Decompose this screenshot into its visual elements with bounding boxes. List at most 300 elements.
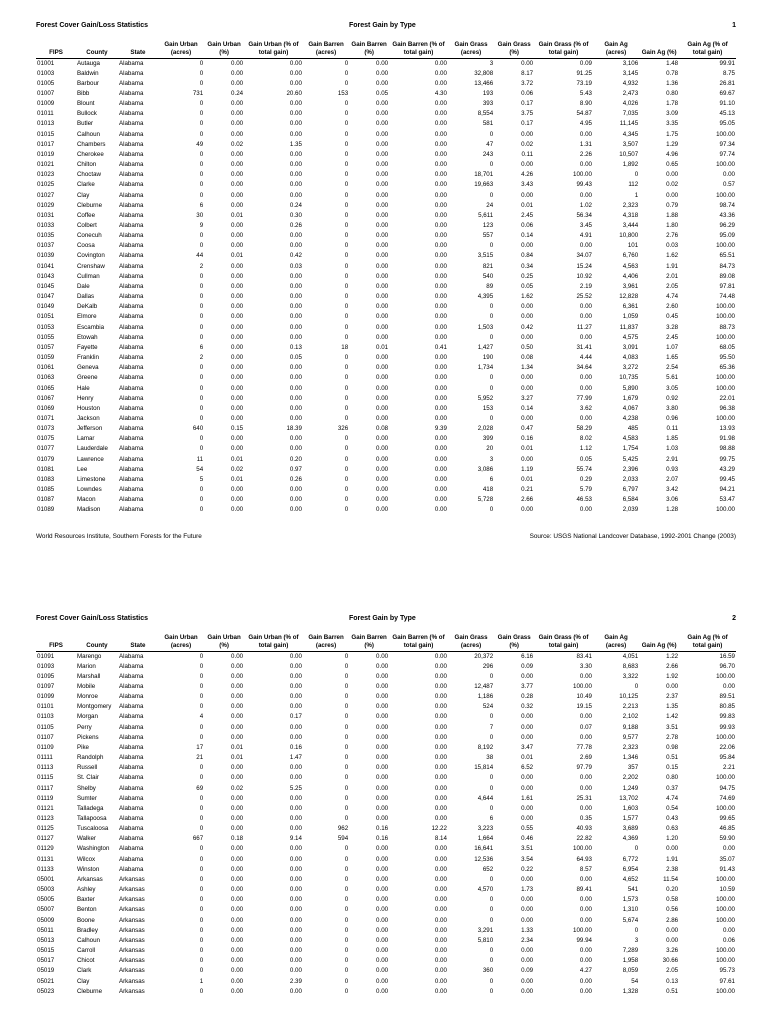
table-cell: 0.00	[376, 723, 389, 731]
table-cell: 0.11	[521, 150, 534, 158]
table-cell: 0.00	[376, 906, 389, 914]
table-cell: Alabama	[118, 703, 144, 711]
table-cell: 05009	[37, 916, 55, 924]
table-cell: 0.00	[289, 282, 302, 290]
table-cell: 0.00	[434, 672, 447, 680]
table-cell: 0.00	[289, 916, 302, 924]
table-cell: Alabama	[118, 262, 144, 270]
column-header: Gain Barren (% of total gain)	[389, 36, 448, 58]
table-cell: 0	[344, 181, 349, 189]
table-row	[36, 763, 736, 773]
table-cell: Washington	[76, 845, 110, 853]
table-cell: 0.00	[434, 916, 447, 924]
table-cell: Alabama	[118, 303, 144, 311]
table-cell: 1.07	[666, 343, 679, 351]
table-row	[36, 824, 736, 834]
table-cell: 0.00	[231, 384, 244, 392]
table-cell: 25.52	[576, 293, 592, 301]
table-cell: 0.00	[231, 682, 244, 690]
table-cell: 0	[199, 445, 204, 453]
table-cell: 0.26	[289, 222, 302, 229]
table-cell: 4,238	[622, 414, 639, 422]
table-cell: 97.61	[719, 977, 735, 985]
table-cell: 1,249	[622, 784, 639, 792]
table-cell: 0	[199, 282, 204, 290]
table-cell: 0.46	[521, 835, 534, 843]
table-cell: Alabama	[118, 343, 144, 351]
table-cell: 0.01	[521, 475, 534, 483]
column-header: Gain Barren (%)	[349, 36, 389, 58]
table-cell: 0.29	[579, 475, 592, 483]
table-cell: 8.14	[434, 835, 447, 843]
table-cell: Alabama	[118, 764, 144, 772]
table-cell: 0	[344, 404, 349, 412]
table-cell: Escambia	[76, 323, 105, 331]
table-cell: Alabama	[118, 171, 144, 179]
table-cell: 0	[344, 713, 349, 721]
table-cell: 0	[199, 100, 204, 108]
table-cell: 0.00	[231, 486, 244, 494]
table-cell: 0	[489, 130, 494, 138]
table-cell: 0.00	[231, 794, 244, 802]
table-cell: 0.00	[376, 486, 389, 494]
forest-gain-table	[36, 629, 736, 997]
table-cell: 1.80	[666, 222, 679, 229]
table-cell: Baldwin	[76, 69, 99, 77]
table-cell: 0.00	[376, 886, 389, 894]
table-cell: 3.05	[666, 384, 679, 392]
table-cell: 0.00	[289, 855, 302, 863]
table-cell: Tallapoosa	[76, 815, 107, 822]
table-cell: 0	[489, 957, 494, 965]
table-cell: Perry	[76, 723, 92, 731]
table-cell: Alabama	[118, 835, 144, 843]
table-cell: 0.00	[376, 455, 389, 463]
table-row	[36, 875, 736, 885]
table-cell: Alabama	[118, 815, 144, 822]
table-cell: 3,515	[477, 252, 494, 260]
table-cell: 0	[199, 875, 204, 883]
table-cell: 5.61	[666, 374, 679, 382]
table-cell: 0.00	[434, 886, 447, 894]
table-cell: 95.73	[719, 967, 735, 975]
table-cell: 0.00	[579, 191, 592, 199]
table-cell: 2.76	[666, 232, 679, 240]
table-cell: 49	[196, 140, 204, 148]
table-cell: Ashley	[76, 886, 96, 894]
table-cell: 1.33	[521, 926, 534, 934]
table-cell: 01067	[37, 394, 55, 402]
table-cell: 43.29	[719, 465, 735, 473]
table-cell: 01123	[37, 815, 54, 822]
table-cell: 0.00	[289, 506, 302, 514]
table-cell: 0.32	[521, 703, 534, 711]
table-row	[36, 662, 736, 672]
table-header-row	[36, 36, 736, 58]
column-header: Gain Barren (acres)	[303, 36, 349, 58]
table-cell: 1.35	[666, 703, 679, 711]
table-cell: 0.00	[579, 384, 592, 392]
table-row	[36, 784, 736, 794]
table-cell: 2.54	[666, 364, 679, 372]
column-header: Gain Barren (%)	[349, 629, 389, 651]
table-cell: 99.91	[719, 59, 735, 67]
table-cell: 3	[634, 936, 639, 944]
table-cell: 0.00	[289, 672, 302, 680]
table-cell: 3.42	[666, 486, 679, 494]
table-cell: Winston	[76, 865, 100, 873]
table-cell: 0.00	[376, 977, 389, 985]
table-cell: 0.00	[231, 713, 244, 721]
table-cell: 2,202	[622, 774, 639, 782]
table-cell: 0	[199, 272, 204, 280]
table-cell: 0.00	[521, 191, 534, 199]
table-cell: 0.00	[376, 754, 389, 762]
table-cell: 01043	[37, 272, 55, 280]
table-cell: 22.82	[576, 835, 592, 843]
table-cell: 30	[196, 211, 204, 219]
table-cell: 3,444	[622, 222, 639, 229]
table-cell: 0	[199, 825, 204, 833]
table-cell: Etowah	[76, 333, 98, 341]
table-cell: 0.07	[579, 723, 592, 731]
table-cell: 11	[196, 455, 204, 463]
table-cell: Bradley	[76, 926, 98, 934]
table-cell: 0.00	[289, 815, 302, 822]
table-cell: 5	[199, 475, 204, 483]
table-cell: 0.00	[231, 967, 244, 975]
table-cell: 0.00	[289, 693, 302, 701]
table-cell: 6,760	[622, 252, 639, 260]
table-cell: 0.65	[666, 161, 679, 169]
column-header: Gain Grass (acres)	[448, 629, 494, 651]
table-cell: 6.52	[521, 764, 534, 772]
table-cell: 1.65	[666, 354, 679, 362]
table-row	[36, 794, 736, 804]
table-cell: Coosa	[76, 242, 95, 250]
table-cell: Shelby	[76, 784, 96, 792]
table-cell: 17	[196, 743, 204, 751]
table-cell: 0	[344, 886, 349, 894]
table-cell: 1.19	[521, 465, 534, 473]
table-cell: 05003	[37, 886, 55, 894]
table-row	[36, 855, 736, 865]
table-cell: 0.00	[579, 713, 592, 721]
table-cell: 34.64	[576, 364, 592, 372]
table-cell: 1.78	[666, 100, 679, 108]
table-cell: 89.51	[719, 693, 735, 701]
table-cell: Alabama	[118, 181, 144, 189]
table-cell: 0.00	[434, 110, 447, 118]
table-cell: 0	[489, 977, 494, 985]
table-cell: 1,958	[622, 957, 639, 965]
table-cell: 2.19	[579, 282, 592, 290]
table-row	[36, 262, 736, 272]
table-row	[36, 987, 736, 997]
table-cell: 581	[482, 120, 494, 128]
table-cell: 3.62	[579, 404, 592, 412]
table-cell: 0.00	[376, 784, 389, 792]
table-cell: 0.43	[666, 815, 679, 822]
table-row	[36, 495, 736, 505]
table-cell: Elmore	[76, 313, 97, 321]
table-cell: 11,145	[619, 120, 639, 128]
table-cell: 0	[199, 723, 204, 731]
table-cell: 0.00	[289, 662, 302, 670]
table-cell: 4,083	[622, 354, 639, 362]
table-cell: 0.00	[231, 150, 244, 158]
table-cell: 100.00	[716, 313, 735, 321]
table-cell: 0.00	[289, 171, 302, 179]
table-cell: 0.00	[434, 100, 447, 108]
table-cell: Arkansas	[76, 875, 103, 883]
table-cell: 0.09	[579, 59, 592, 67]
report-page-2	[36, 615, 736, 997]
table-cell: 0.00	[376, 69, 389, 77]
table-cell: Cherokee	[76, 150, 104, 158]
table-cell: 0.00	[289, 435, 302, 443]
page-number: 1	[732, 22, 736, 29]
table-cell: 11,837	[619, 323, 639, 331]
table-cell: Alabama	[118, 323, 144, 331]
table-cell: 0.01	[231, 743, 244, 751]
table-cell: 6,584	[622, 496, 639, 504]
table-row	[36, 130, 736, 140]
table-cell: 0	[199, 733, 204, 741]
table-cell: 0.00	[231, 733, 244, 741]
table-row	[36, 733, 736, 743]
table-cell: 2.07	[666, 475, 679, 483]
table-row	[36, 282, 736, 292]
table-cell: 0.00	[434, 486, 447, 494]
table-cell: 4,932	[622, 79, 639, 87]
table-cell: 0	[344, 222, 349, 229]
table-cell: 2,323	[622, 201, 639, 209]
table-cell: 1	[634, 191, 639, 199]
table-cell: 1.88	[666, 211, 679, 219]
table-cell: 0.00	[231, 191, 244, 199]
table-cell: 2.69	[579, 754, 592, 762]
table-cell: Calhoun	[76, 936, 100, 944]
table-cell: 100.00	[716, 957, 735, 965]
table-row	[36, 150, 736, 160]
table-cell: 4.26	[521, 171, 534, 179]
table-cell: Alabama	[118, 69, 144, 77]
table-row	[36, 672, 736, 682]
table-cell: 0.00	[231, 364, 244, 372]
table-cell: 4,369	[622, 835, 639, 843]
table-cell: Alabama	[118, 435, 144, 443]
table-cell: 01009	[37, 100, 55, 108]
table-cell: 22.01	[719, 394, 735, 402]
table-cell: 0.47	[521, 425, 534, 433]
table-cell: 01051	[37, 313, 55, 321]
table-cell: 0	[344, 723, 349, 731]
table-cell: 6,772	[622, 855, 639, 863]
table-cell: 01121	[37, 804, 54, 812]
table-cell: 0.00	[434, 262, 447, 270]
table-cell: 11.27	[576, 323, 592, 331]
table-cell: 89	[486, 282, 494, 290]
table-cell: Monroe	[76, 693, 98, 701]
table-row	[36, 956, 736, 966]
table-cell: 0	[344, 896, 349, 904]
table-cell: 0.00	[376, 703, 389, 711]
table-cell: 5,611	[478, 211, 494, 219]
table-cell: 0.00	[376, 794, 389, 802]
table-cell: 0	[489, 987, 494, 995]
table-cell: 0.17	[521, 100, 534, 108]
table-cell: 0.00	[521, 672, 534, 680]
table-cell: 0	[199, 774, 204, 782]
table-cell: Alabama	[118, 232, 144, 240]
table-cell: 47	[486, 140, 494, 148]
table-cell: 0.00	[579, 875, 592, 883]
table-cell: 100.00	[716, 191, 735, 199]
table-cell: 16.59	[719, 652, 735, 660]
table-cell: 01025	[37, 181, 55, 189]
table-cell: 0.00	[376, 120, 389, 128]
table-cell: 05005	[37, 896, 55, 904]
table-row	[36, 414, 736, 424]
table-cell: 1,427	[477, 343, 494, 351]
table-cell: Alabama	[118, 110, 144, 118]
table-cell: 0.00	[231, 79, 244, 87]
table-cell: 0.00	[231, 161, 244, 169]
table-cell: 59.90	[719, 835, 735, 843]
table-cell: 4.74	[666, 794, 679, 802]
table-cell: 0	[344, 794, 349, 802]
table-cell: Macon	[76, 496, 96, 504]
table-cell: 2.45	[666, 333, 679, 341]
table-cell: 9.39	[434, 425, 447, 433]
table-cell: 0.00	[434, 303, 447, 311]
table-cell: 0.02	[521, 140, 534, 148]
column-header: Gain Grass (%)	[494, 36, 534, 58]
table-cell: 0.55	[521, 825, 534, 833]
table-cell: 11.54	[663, 875, 679, 883]
table-row	[36, 191, 736, 201]
table-cell: Russell	[76, 764, 98, 772]
table-cell: 0	[199, 987, 204, 995]
table-cell: 0.00	[376, 384, 389, 392]
table-cell: 8.75	[722, 69, 735, 77]
table-cell: 0.00	[579, 313, 592, 321]
table-cell: 0.00	[231, 896, 244, 904]
table-cell: 357	[627, 764, 639, 772]
table-cell: 0.00	[376, 672, 389, 680]
table-cell: 0.00	[376, 804, 389, 812]
column-header: Gain Ag (acres)	[593, 36, 639, 58]
table-cell: 0.01	[231, 754, 244, 762]
table-cell: 0.00	[434, 414, 447, 422]
table-cell: 0.00	[289, 682, 302, 690]
table-cell: 0	[199, 815, 204, 822]
table-cell: 2,033	[622, 475, 639, 483]
table-cell: 0.00	[521, 875, 534, 883]
table-cell: 0	[634, 171, 639, 179]
table-cell: 0.00	[434, 384, 447, 392]
table-cell: 0.01	[231, 252, 244, 260]
table-cell: 0.00	[434, 181, 447, 189]
table-cell: 44	[196, 252, 204, 260]
table-cell: 0.00	[434, 69, 447, 77]
table-cell: 0.00	[376, 374, 389, 382]
table-cell: 0.00	[376, 475, 389, 483]
table-cell: 3.45	[579, 222, 592, 229]
table-cell: 0	[489, 161, 494, 169]
table-cell: 0.00	[666, 171, 679, 179]
table-cell: 1,892	[622, 161, 639, 169]
table-cell: 0.00	[289, 100, 302, 108]
table-cell: 0.00	[434, 815, 447, 822]
table-cell: 10.92	[576, 272, 592, 280]
table-cell: 0.00	[231, 774, 244, 782]
table-cell: 10,735	[619, 374, 639, 382]
table-cell: 0.00	[434, 754, 447, 762]
table-cell: 0	[199, 364, 204, 372]
table-cell: 0.00	[376, 201, 389, 209]
table-cell: 0	[199, 242, 204, 250]
table-cell: 01049	[37, 303, 55, 311]
table-cell: 3.51	[521, 845, 534, 853]
table-cell: Alabama	[118, 774, 144, 782]
table-cell: 100.00	[716, 672, 735, 680]
table-cell: 01065	[37, 384, 55, 392]
table-cell: Alabama	[118, 496, 144, 504]
table-cell: 05021	[37, 977, 55, 985]
table-row	[36, 905, 736, 915]
table-cell: 0.00	[376, 394, 389, 402]
table-cell: 01037	[37, 242, 55, 250]
table-cell: 3,322	[622, 672, 639, 680]
table-cell: 3.43	[521, 181, 534, 189]
table-cell: 0.00	[289, 364, 302, 372]
table-cell: 91.10	[719, 100, 735, 108]
table-cell: 0.00	[579, 784, 592, 792]
table-cell: 05023	[37, 987, 55, 995]
table-cell: 0	[489, 374, 494, 382]
table-cell: 1.61	[521, 794, 534, 802]
table-cell: Limestone	[76, 475, 106, 483]
table-cell: Dale	[76, 282, 90, 290]
table-cell: Choctaw	[76, 171, 102, 179]
table-cell: 0.00	[376, 465, 389, 473]
table-cell: 100.00	[716, 506, 735, 514]
table-cell: 8.57	[579, 865, 592, 873]
table-header-row	[36, 629, 736, 651]
table-cell: 9,188	[622, 723, 639, 731]
table-cell: 0	[344, 150, 349, 158]
table-cell: 0.00	[434, 693, 447, 701]
table-cell: 0.00	[521, 384, 534, 392]
table-cell: 24	[486, 201, 494, 209]
table-cell: 10.49	[576, 693, 592, 701]
table-cell: 0.00	[289, 865, 302, 873]
table-cell: 0	[199, 496, 204, 504]
table-cell: 0.00	[289, 445, 302, 453]
table-cell: 0.02	[231, 784, 244, 792]
table-cell: 4,563	[622, 262, 639, 270]
table-cell: 2	[199, 354, 204, 362]
table-cell: 3.72	[521, 79, 534, 87]
table-cell: 0.24	[231, 89, 244, 97]
table-cell: 01127	[37, 835, 54, 843]
table-row	[36, 895, 736, 905]
table-cell: 100.00	[716, 384, 735, 392]
table-cell: 0.00	[231, 242, 244, 250]
table-cell: 0.00	[434, 774, 447, 782]
